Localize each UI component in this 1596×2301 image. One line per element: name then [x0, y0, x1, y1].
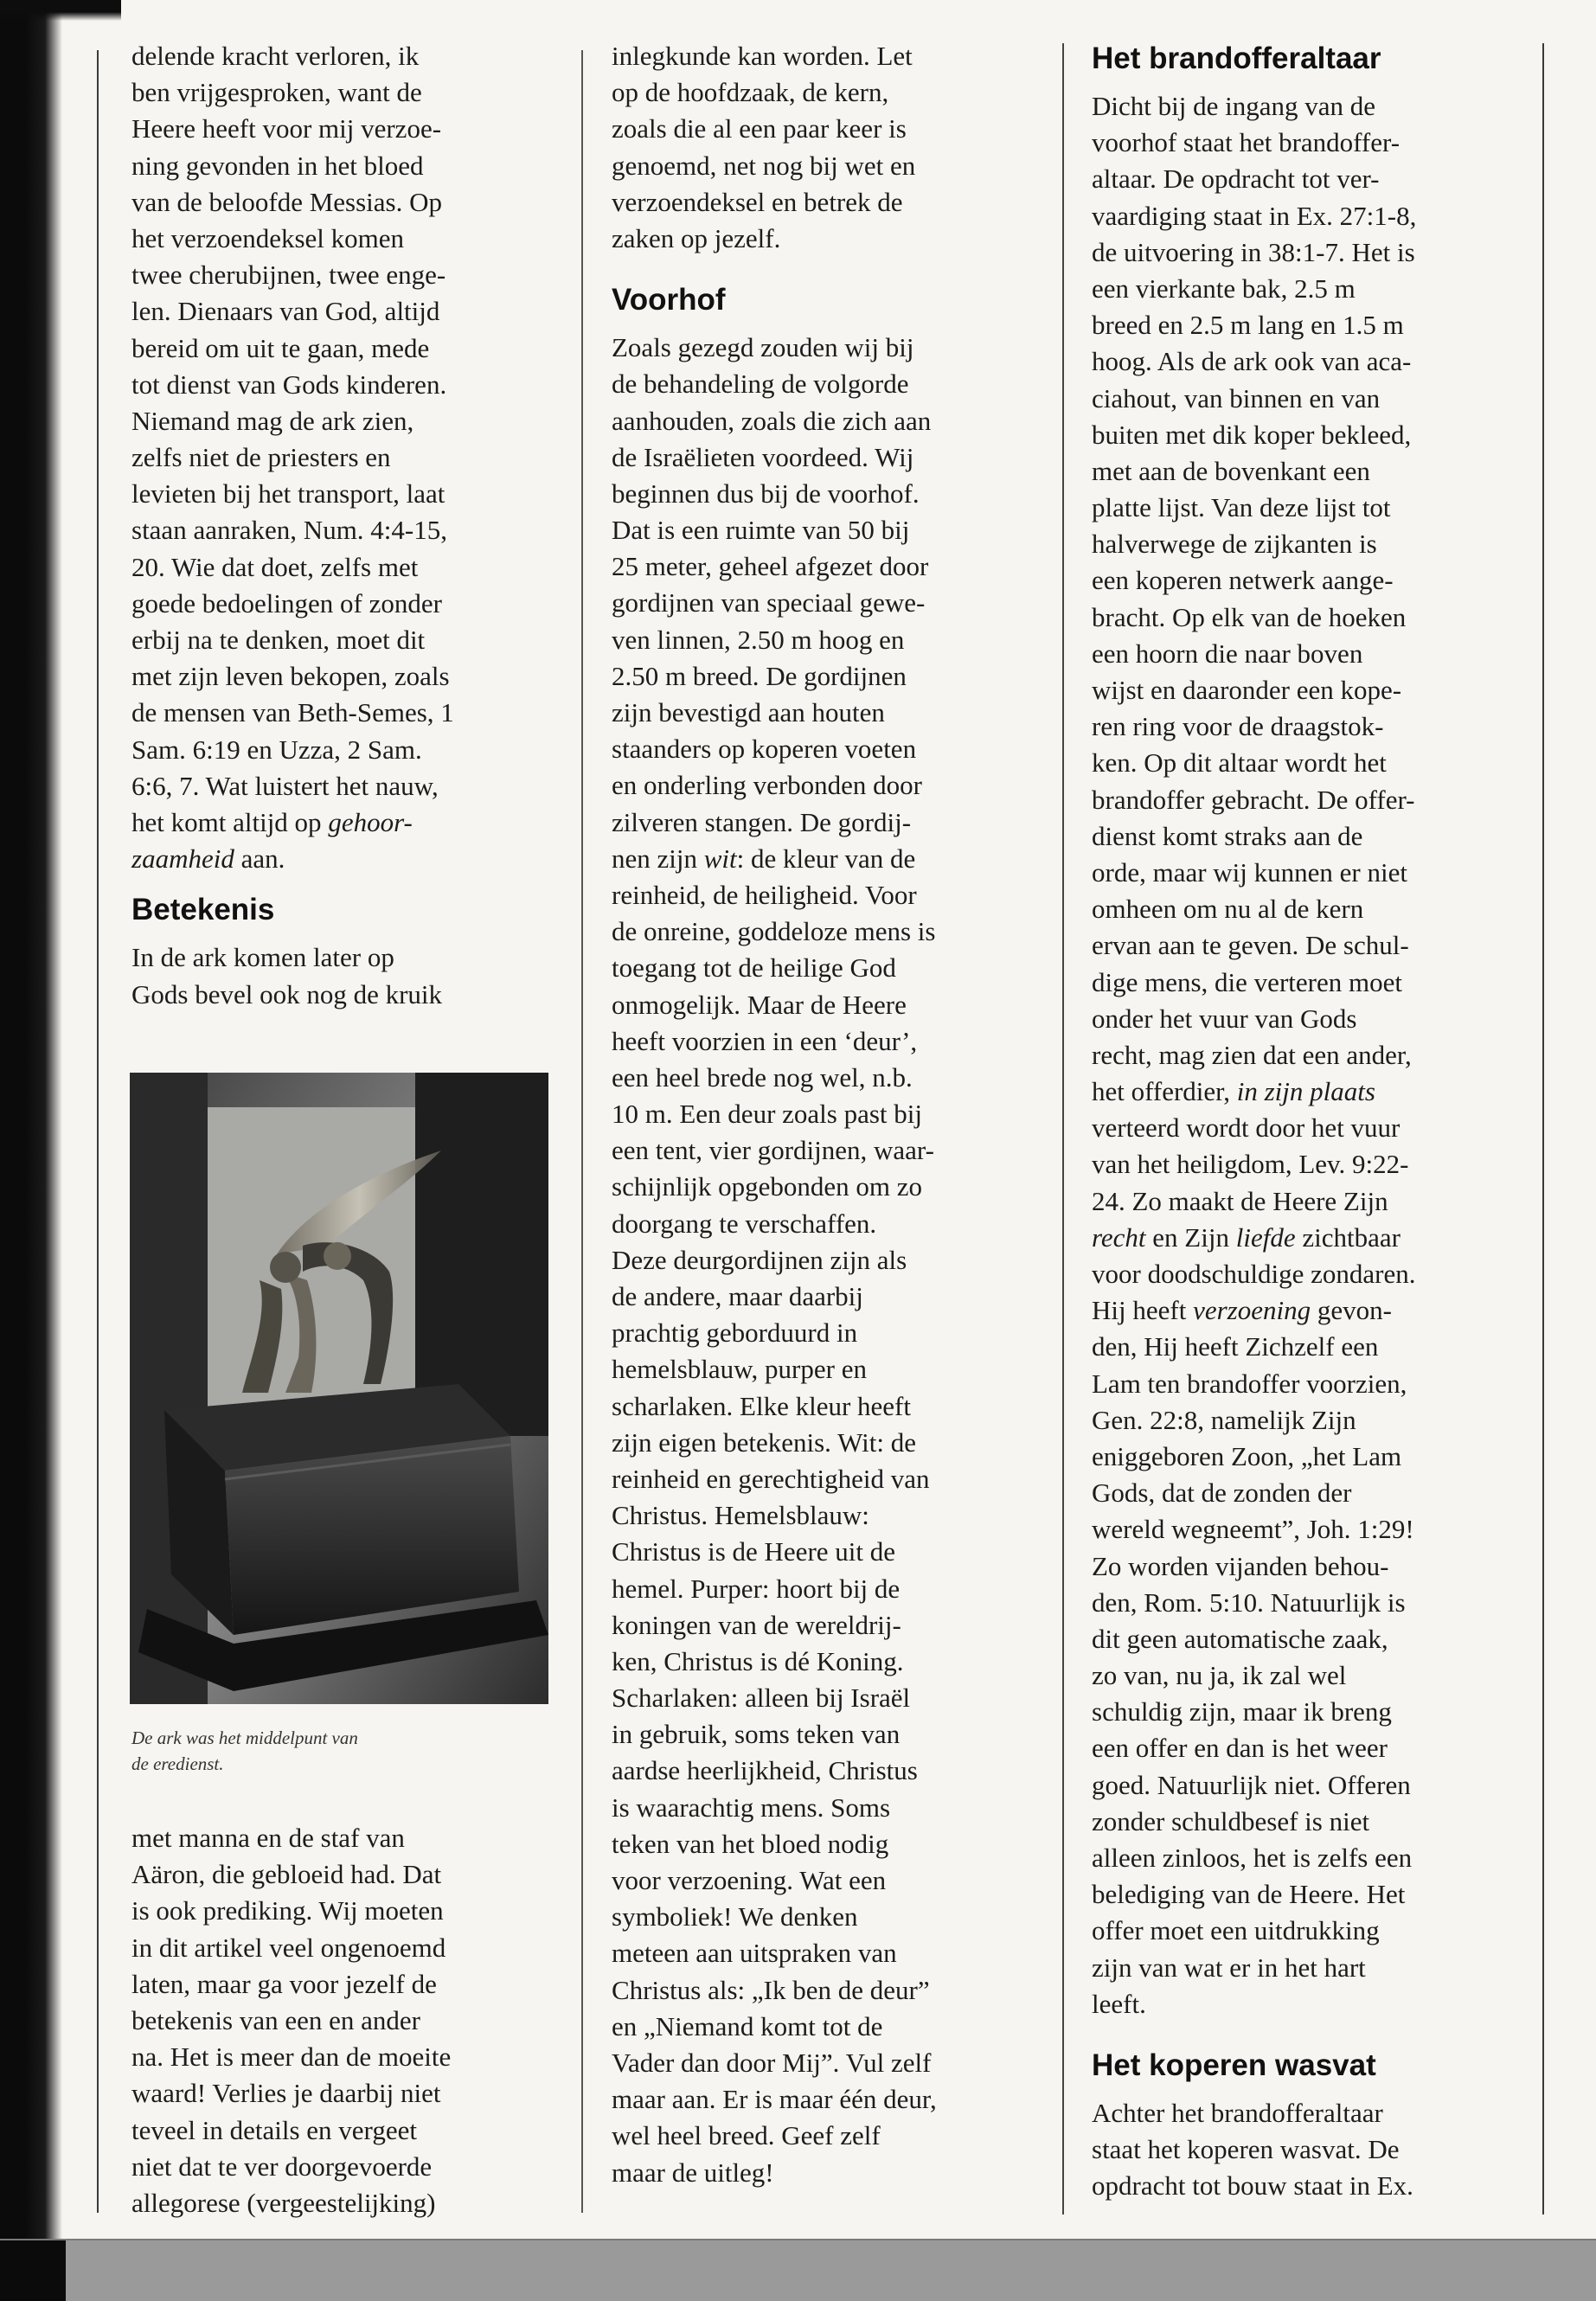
- text-line: [612, 841, 1044, 877]
- text-line: en „Niemand komt tot de: [612, 2010, 883, 2041]
- text-line: twee cherubijnen, twee enge-: [131, 260, 446, 291]
- text-line: goed. Natuurlijk niet. Offeren: [1092, 1769, 1411, 1800]
- text-line: Gods bevel ook nog de kruik: [131, 978, 443, 1009]
- text-line: den, Rom. 5:10. Natuurlijk is: [1092, 1586, 1406, 1618]
- text-line: en onderling verbonden door: [612, 770, 922, 801]
- text-run: en Zijn: [1145, 1221, 1236, 1253]
- text-line: inlegkunde kan worden. Let: [612, 41, 913, 71]
- text-line: zonder schuldbesef is niet: [1092, 1805, 1370, 1836]
- text-line: scharlaken. Elke kleur heeft: [612, 1390, 911, 1421]
- text-line: Gen. 22:8, namelijk Zijn: [1092, 1404, 1356, 1435]
- emphasis-wit: wit: [703, 843, 737, 874]
- heading-voorhof: Voorhof: [612, 283, 726, 317]
- scan-edge-bottom: [0, 2239, 1596, 2301]
- text-line: wereld wegneemt”, Joh. 1:29!: [1092, 1514, 1414, 1545]
- column-rule-2: [1062, 43, 1064, 2214]
- text-line: Achter het brandofferaltaar: [1092, 2097, 1383, 2128]
- text-run: gevon-: [1311, 1295, 1392, 1326]
- heading-brandofferaltaar: Het brandofferaltaar: [1092, 42, 1381, 75]
- emphasis-liefde: liefde: [1235, 1221, 1296, 1253]
- text-line: van de beloofde Messias. Op: [131, 186, 442, 217]
- text-line: staanders op koperen voeten: [612, 734, 917, 765]
- text-line: genoemd, net nog bij wet en: [612, 150, 916, 181]
- text-line: buiten met dik koper bekleed,: [1092, 419, 1412, 450]
- text-line: ning gevonden in het bloed: [131, 150, 424, 181]
- text-line: recht, mag zien dat een ander,: [1092, 1039, 1412, 1070]
- text-line: 24. Zo maakt de Heere Zijn: [1092, 1185, 1388, 1216]
- text-line: zaken op jezelf.: [612, 222, 781, 253]
- text-line: de mensen van Beth-Semes, 1: [131, 697, 454, 728]
- text-line: Niemand mag de ark zien,: [131, 405, 414, 436]
- text-line: een hoorn die naar boven: [1092, 638, 1363, 669]
- text-line: maar aan. Er is maar één deur,: [612, 2084, 937, 2115]
- text-line: met manna en de staf van: [131, 1823, 405, 1853]
- text-line: brandoffer gebracht. De offer-: [1092, 784, 1415, 815]
- text-run: het offerdier,: [1092, 1076, 1237, 1107]
- text-line: de andere, maar daarbij: [612, 1281, 863, 1311]
- text-line: wel heel breed. Geef zelf: [612, 2120, 881, 2151]
- text-line: 25 meter, geheel afgezet door: [612, 551, 929, 582]
- text-line: breed en 2.5 m lang en 1.5 m: [1092, 310, 1404, 341]
- text-line: [1092, 1220, 1524, 1256]
- text-line: ciahout, van binnen en van: [1092, 382, 1381, 413]
- column-rule-1: [581, 50, 583, 2213]
- text-line: reinheid, de heiligheid. Voor: [612, 879, 917, 910]
- text-line: hemel. Purper: hoort bij de: [612, 1573, 901, 1604]
- text-line: ren ring voor de draagstok-: [1092, 711, 1384, 742]
- text-line: ben vrijgesproken, want de: [131, 77, 422, 108]
- text-run: aan.: [234, 843, 285, 875]
- text-line: teken van het bloed nodig: [612, 1828, 889, 1859]
- text-line: een vierkante bak, 2.5 m: [1092, 272, 1356, 304]
- text-line: leeft.: [1092, 1988, 1146, 2019]
- text-line: Christus is de Heere uit de: [612, 1536, 896, 1567]
- text-line: zijn van wat er in het hart: [1092, 1952, 1366, 1983]
- text-line: voorhof staat het brandoffer-: [1092, 127, 1401, 158]
- text-line: de onreine, goddeloze mens is: [612, 916, 936, 947]
- scan-edge-left: [0, 0, 62, 2301]
- ark-photo: [130, 1073, 548, 1704]
- text-line: alleen zinloos, het is zelfs een: [1092, 1843, 1413, 1873]
- caption-line: de eredienst.: [131, 1753, 224, 1774]
- text-line: voor doodschuldige zondaren.: [1092, 1259, 1416, 1289]
- ark-photo-illustration: [130, 1073, 548, 1704]
- text-line: eniggeboren Zoon, „het Lam: [1092, 1440, 1402, 1471]
- text-line: verteerd wordt door het vuur: [1092, 1112, 1401, 1144]
- text-line: goede bedoelingen of zonder: [131, 587, 442, 619]
- text-line: niet dat te ver doorgevoerde: [131, 2150, 433, 2182]
- text-line: de behandeling de volgorde: [612, 369, 909, 400]
- text-line: offer moet een uitdrukking: [1092, 1915, 1380, 1946]
- text-line: halverwege de zijkanten is: [1092, 529, 1377, 560]
- text-line: hoog. Als de ark ook van aca-: [1092, 346, 1412, 377]
- text-line: aardse heerlijkheid, Christus: [612, 1755, 918, 1786]
- text-line: 6:6, 7. Wat luistert het nauw,: [131, 770, 439, 801]
- text-line: orde, maar wij kunnen er niet: [1092, 856, 1407, 888]
- emphasis-in-zijn-plaats: in zijn plaats: [1236, 1076, 1375, 1107]
- heading-betekenis: Betekenis: [131, 893, 275, 927]
- text-line: de uitvoering in 38:1-7. Het is: [1092, 236, 1415, 267]
- text-line: opdracht tot bouw staat in Ex.: [1092, 2170, 1413, 2202]
- text-line: reinheid en gerechtigheid van: [612, 1463, 930, 1494]
- text-line: altaar. De opdracht tot ver-: [1092, 163, 1380, 195]
- emphasis-verzoening: verzoening: [1193, 1295, 1311, 1326]
- text-line: Christus als: „Ik ben de deur”: [612, 1974, 930, 2005]
- text-line: [1092, 1074, 1524, 1110]
- text-line: dit geen automatische zaak,: [1092, 1623, 1388, 1654]
- text-line: de Israëlieten voordeed. Wij: [612, 441, 914, 472]
- text-run: nen zijn: [612, 843, 704, 874]
- text-run: het komt altijd op: [131, 806, 329, 837]
- text-line: Christus. Hemelsblauw:: [612, 1500, 869, 1531]
- text-line: waard! Verlies je daarbij niet: [131, 2078, 441, 2109]
- text-line: Dicht bij de ingang van de: [1092, 91, 1375, 121]
- text-line: Heere heeft voor mij verzoe-: [131, 113, 442, 144]
- text-line: onmogelijk. Maar de Heere: [612, 989, 907, 1020]
- text-line: dienst komt straks aan de: [1092, 820, 1363, 851]
- text-line: een offer en dan is het weer: [1092, 1733, 1388, 1764]
- text-line: van het heiligdom, Lev. 9:22-: [1092, 1149, 1409, 1180]
- emphasis-recht: recht: [1092, 1221, 1146, 1253]
- caption-line: De ark was het middelpunt van: [131, 1727, 358, 1748]
- text-line: 20. Wie dat doet, zelfs met: [131, 551, 419, 582]
- column-rule-left: [97, 50, 99, 2213]
- text-line: Aäron, die gebloeid had. Dat: [131, 1859, 442, 1890]
- text-line: koningen van de wereldrij-: [612, 1609, 901, 1640]
- text-line: maar de uitleg!: [612, 2157, 774, 2188]
- text-line: vaardiging staat in Ex. 27:1-8,: [1092, 200, 1417, 231]
- text-line: erbij na te denken, moet dit: [131, 625, 426, 655]
- text-line: betekenis van een en ander: [131, 2004, 420, 2035]
- column-1-bottom: [131, 1820, 564, 2221]
- text-line: in dit artikel veel ongenoemd: [131, 1932, 446, 1963]
- text-line: een heel brede nog wel, n.b.: [612, 1061, 913, 1093]
- text-line: ven linnen, 2.50 m hoog en: [612, 624, 905, 655]
- column-1: [131, 38, 564, 1013]
- text-line: bracht. Op elk van de hoeken: [1092, 601, 1407, 632]
- scan-edge-top: [0, 0, 121, 21]
- text-line: verzoendeksel en betrek de: [612, 186, 903, 217]
- text-line: Zo worden vijanden behou-: [1092, 1550, 1389, 1581]
- text-line: wijst en daaronder een kope-: [1092, 675, 1402, 705]
- text-line: 2.50 m breed. De gordijnen: [612, 660, 907, 691]
- scan-edge-corner: [0, 2240, 66, 2301]
- photo-caption: [131, 1725, 547, 1777]
- text-line: symboliek! We denken: [612, 1901, 858, 1932]
- text-line: allegorese (vergeestelijking): [131, 2187, 436, 2218]
- text-line: [131, 804, 564, 841]
- text-line: met aan de bovenkant een: [1092, 455, 1370, 486]
- text-line: ken. Op dit altaar wordt het: [1092, 747, 1387, 779]
- emphasis-gehoorzaamheid-2: zaamheid: [131, 843, 234, 875]
- text-line: op de hoofdzaak, de kern,: [612, 77, 889, 108]
- emphasis-gehoorzaamheid: gehoor-: [328, 806, 413, 837]
- column-rule-right: [1542, 43, 1544, 2214]
- text-line: het verzoendeksel komen: [131, 222, 405, 253]
- text-run: zichtbaar: [1295, 1221, 1401, 1253]
- text-line: in gebruik, soms teken van: [612, 1719, 901, 1750]
- text-line: [131, 841, 564, 877]
- text-line: heeft voorzien in een ‘deur’,: [612, 1025, 918, 1056]
- text-line: ervan aan te geven. De schul-: [1092, 930, 1409, 961]
- text-line: zijn eigen betekenis. Wit: de: [612, 1426, 916, 1458]
- text-line: bereid om uit te gaan, mede: [131, 332, 430, 363]
- text-line: In de ark komen later op: [131, 942, 394, 973]
- text-line: tot dienst van Gods kinderen.: [131, 369, 447, 400]
- text-line: is ook prediking. Wij moeten: [131, 1895, 444, 1926]
- text-line: Deze deurgordijnen zijn als: [612, 1244, 907, 1275]
- text-line: Scharlaken: alleen bij Israël: [612, 1682, 911, 1714]
- text-line: staan aanraken, Num. 4:4-15,: [131, 515, 447, 546]
- column-3: [1092, 38, 1524, 2205]
- text-line: omheen om nu al de kern: [1092, 894, 1364, 925]
- text-line: 10 m. Een deur zoals past bij: [612, 1099, 922, 1130]
- text-line: doorgang te verschaffen.: [612, 1208, 877, 1239]
- text-run: Hij heeft: [1092, 1295, 1194, 1326]
- text-line: ken, Christus is dé Koning.: [612, 1645, 904, 1676]
- text-line: Lam ten brandoffer voorzien,: [1092, 1368, 1407, 1399]
- text-line: voor verzoening. Wat een: [612, 1865, 887, 1895]
- text-line: len. Dienaars van God, altijd: [131, 296, 440, 327]
- text-line: schijnlijk opgebonden om zo: [612, 1171, 923, 1202]
- text-line: hemelsblauw, purper en: [612, 1354, 867, 1385]
- text-line: zilveren stangen. De gordij-: [612, 806, 912, 837]
- text-line: laten, maar ga voor jezelf de: [131, 1968, 437, 1999]
- text-line: dige mens, die verteren moet: [1092, 966, 1402, 997]
- text-line: delende kracht verloren, ik: [131, 41, 420, 71]
- text-line: staat het koperen wasvat. De: [1092, 2134, 1400, 2165]
- text-line: zo van, nu ja, ik zal wel: [1092, 1660, 1347, 1691]
- text-line: platte lijst. Van deze lijst tot: [1092, 492, 1391, 523]
- text-line: toegang tot de heilige God: [612, 952, 896, 984]
- text-line: Sam. 6:19 en Uzza, 2 Sam.: [131, 734, 422, 765]
- text-line: een tent, vier gordijnen, waar-: [612, 1135, 934, 1166]
- text-line: aanhouden, zoals die zich aan: [612, 405, 932, 436]
- text-run: : de kleur van de: [736, 843, 916, 874]
- text-line: is waarachtig mens. Soms: [612, 1791, 891, 1823]
- text-line: [1092, 1292, 1524, 1329]
- text-line: den, Hij heeft Zichzelf een: [1092, 1331, 1379, 1362]
- text-line: belediging van de Heere. Het: [1092, 1879, 1406, 1910]
- text-line: beginnen dus bij de voorhof.: [612, 478, 920, 509]
- text-line: gordijnen van speciaal gewe-: [612, 587, 926, 619]
- text-line: Gods, dat de zonden der: [1092, 1477, 1352, 1509]
- text-line: Dat is een ruimte van 50 bij: [612, 515, 910, 546]
- text-line: met zijn leven bekopen, zoals: [131, 661, 450, 692]
- text-line: zoals die al een paar keer is: [612, 113, 907, 144]
- text-line: zelfs niet de priesters en: [131, 442, 391, 473]
- text-line: meteen aan uitspraken van: [612, 1938, 897, 1969]
- text-line: prachtig geborduurd in: [612, 1317, 858, 1349]
- heading-koperen-wasvat: Het koperen wasvat: [1092, 2048, 1376, 2082]
- column-2: [612, 38, 1044, 2191]
- text-line: onder het vuur van Gods: [1092, 1003, 1357, 1034]
- text-line: levieten bij het transport, laat: [131, 478, 445, 510]
- text-line: Vader dan door Mij”. Vul zelf: [612, 2047, 932, 2078]
- text-line: teveel in details en vergeet: [131, 2114, 417, 2145]
- text-line: Zoals gezegd zouden wij bij: [612, 332, 914, 363]
- text-line: een koperen netwerk aange-: [1092, 565, 1394, 596]
- text-line: na. Het is meer dan de moeite: [131, 2041, 452, 2073]
- text-line: zijn bevestigd aan houten: [612, 697, 885, 727]
- text-line: schuldig zijn, maar ik breng: [1092, 1696, 1392, 1727]
